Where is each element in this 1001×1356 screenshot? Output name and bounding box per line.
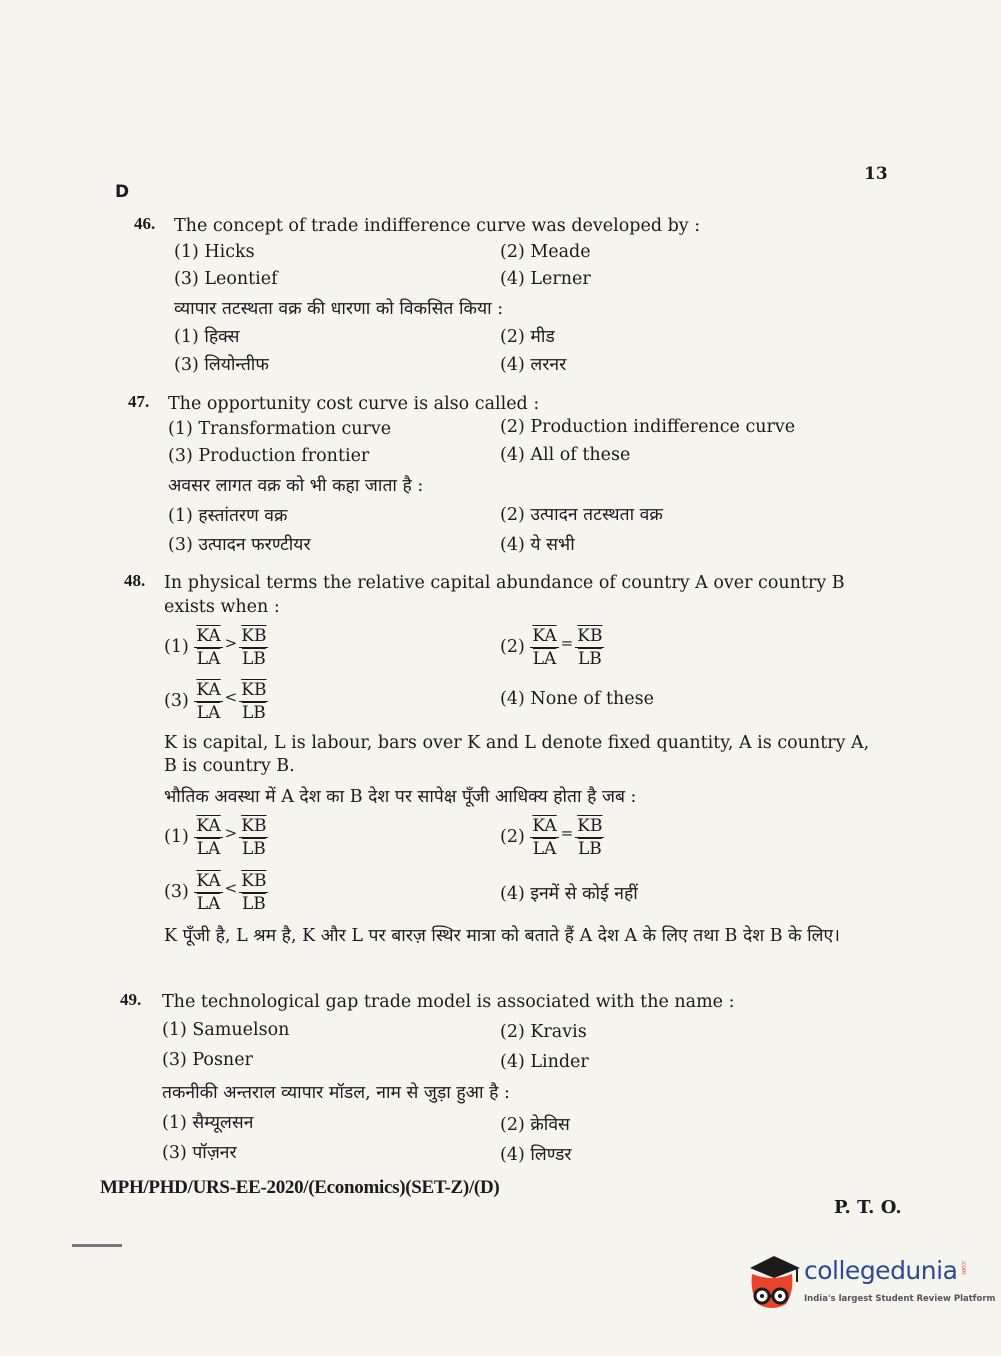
greater-than-sign: >	[224, 633, 238, 652]
ratio-ka: $\overline{KA}$	[532, 626, 557, 646]
option-4-hindi: (4) लिण्डर	[500, 1145, 572, 1165]
set-letter: D	[115, 182, 130, 202]
brand-tagline: India's largest Student Review Platform	[804, 1294, 996, 1304]
option-3-hindi: (3) उत्पादन फरण्टीयर	[168, 535, 311, 555]
ratio-expression	[194, 679, 268, 724]
question-number: 47.	[128, 392, 150, 411]
ratio-ka: $\overline{KA}$	[196, 816, 221, 836]
ratio-la: LA	[532, 649, 557, 669]
please-turn-over: P. T. O.	[834, 1197, 902, 1218]
ratio-la: $\overline{LA}$	[196, 649, 221, 669]
option-label: (1)	[164, 827, 189, 847]
ratio-ka: $\overline{KA}$	[196, 626, 221, 646]
question-note: K is capital, L is labour, bars over K and L denote fixed quantity, A is country A, B is country B.	[164, 733, 870, 776]
option-2-hindi	[500, 815, 604, 860]
option-4: (4) Linder	[500, 1052, 589, 1072]
ratio-kb: $\overline{KB}$	[241, 680, 267, 700]
question-text: The concept of trade indifference curve was developed by :	[174, 216, 701, 236]
option-2: (2) Kravis	[500, 1022, 587, 1042]
equals-sign: =	[560, 823, 574, 842]
option-1-hindi: (1) हस्तांतरण वक्र	[168, 506, 288, 526]
option-2	[500, 625, 604, 670]
less-than-sign: <	[224, 878, 238, 897]
ratio-lb: $\overline{LB}$	[241, 703, 266, 723]
option-label: (1)	[164, 637, 189, 657]
ratio-la: $\overline{LA}$	[196, 894, 221, 914]
option-1-hindi: (1) हिक्स	[174, 327, 240, 347]
option-4-hindi	[500, 881, 638, 905]
ratio-ka: $\overline{KA}$	[532, 816, 557, 836]
mascot-icon	[742, 1250, 804, 1314]
option-text: None of these	[530, 689, 654, 709]
ratio-lb: LB	[577, 839, 602, 859]
option-4-hindi: (4) ये सभी	[500, 535, 575, 555]
ratio-la: LA	[532, 839, 557, 859]
option-3-hindi: (3) लियोन्तीफ	[174, 355, 269, 375]
option-2: (2) Production indifference curve	[500, 417, 796, 437]
option-3: (3) Leontief	[174, 269, 278, 289]
question-text-hindi: तकनीकी अन्तराल व्यापार मॉडल, नाम से जुड़ा हुआ है :	[162, 1083, 510, 1103]
question-text-hindi: व्यापार तटस्थता वक्र की धारणा को विकसित किया :	[174, 299, 504, 319]
option-label: (4)	[500, 689, 525, 709]
question-number: 46.	[134, 214, 156, 233]
option-3: (3) Posner	[162, 1050, 253, 1070]
ratio-lb: $\overline{LB}$	[241, 894, 266, 914]
question-note-hindi: K पूँजी है, L श्रम है, K और L पर बारज़ स्थिर मात्रा को बताते हैं A देश A के लिए तथा B देश B के लिए।	[164, 926, 840, 946]
option-label: (3)	[164, 691, 189, 711]
ratio-kb: $\overline{KB}$	[577, 626, 603, 646]
option-2-hindi: (2) उत्पादन तटस्थता वक्र	[500, 505, 663, 525]
option-3-hindi: (3) पॉज़नर	[162, 1143, 237, 1163]
ratio-expression	[530, 625, 604, 670]
ratio-la: $\overline{LA}$	[196, 703, 221, 723]
option-2-hindi: (2) क्रेविस	[500, 1115, 570, 1135]
question-text-hindi: अवसर लागत वक्र को भी कहा जाता है :	[168, 476, 424, 496]
ratio-kb: $\overline{KB}$	[241, 871, 267, 891]
option-label: (2)	[500, 827, 525, 847]
less-than-sign: <	[224, 687, 238, 706]
option-3-hindi	[164, 870, 268, 915]
option-3: (3) Production frontier	[168, 446, 370, 466]
question-number: 49.	[120, 990, 142, 1009]
ratio-kb: $\overline{KB}$	[577, 816, 603, 836]
ratio-lb: $\overline{LB}$	[241, 649, 266, 669]
ratio-ka: $\overline{KA}$	[196, 871, 221, 891]
question-text: The technological gap trade model is associated with the name :	[162, 992, 735, 1012]
option-1	[164, 625, 268, 670]
question-text: In physical terms the relative capital abundance of country A over country B exists when :	[164, 573, 845, 617]
option-label: (4)	[500, 884, 525, 904]
option-4-hindi: (4) लरनर	[500, 355, 567, 375]
ratio-lb: LB	[577, 649, 602, 669]
option-4: (4) All of these	[500, 445, 631, 465]
option-1: (1) Hicks	[174, 242, 255, 262]
ratio-lb: $\overline{LB}$	[241, 839, 266, 859]
option-2: (2) Meade	[500, 242, 591, 262]
option-1-hindi: (1) सैम्यूलसन	[162, 1113, 254, 1133]
question-number: 48.	[124, 571, 146, 590]
option-1-hindi	[164, 815, 268, 860]
exam-code: MPH/PHD/URS-EE-2020/(Economics)(SET-Z)/(D)	[100, 1177, 500, 1198]
option-label: (3)	[164, 882, 189, 902]
equals-sign: =	[560, 633, 574, 652]
greater-than-sign: >	[224, 823, 238, 842]
ratio-expression	[194, 870, 268, 915]
brand-name: collegedunia	[804, 1256, 958, 1285]
ratio-kb: $\overline{KB}$	[241, 816, 267, 836]
option-4: (4) Lerner	[500, 269, 591, 289]
ratio-la: $\overline{LA}$	[196, 839, 221, 859]
option-1: (1) Transformation curve	[168, 419, 392, 439]
brand-logo	[742, 1250, 996, 1316]
ratio-kb: $\overline{KB}$	[241, 626, 267, 646]
question-text-hindi: भौतिक अवस्था में A देश का B देश पर सापेक्ष पूँजी आधिक्य होता है जब :	[164, 787, 637, 807]
ratio-expression	[194, 815, 268, 860]
page-number: 13	[864, 164, 888, 184]
ratio-expression	[530, 815, 604, 860]
option-text: इनमें से कोई नहीं	[530, 884, 638, 904]
ratio-ka: $\overline{KA}$	[196, 680, 221, 700]
option-4	[500, 689, 654, 709]
option-3	[164, 679, 268, 724]
question-text: The opportunity cost curve is also called :	[168, 394, 540, 414]
option-2-hindi: (2) मीड	[500, 327, 555, 347]
scan-mark	[72, 1244, 122, 1247]
brand-domain-suffix: .com	[960, 1260, 967, 1275]
option-label: (2)	[500, 637, 525, 657]
ratio-expression	[194, 625, 268, 670]
option-1: (1) Samuelson	[162, 1020, 290, 1040]
